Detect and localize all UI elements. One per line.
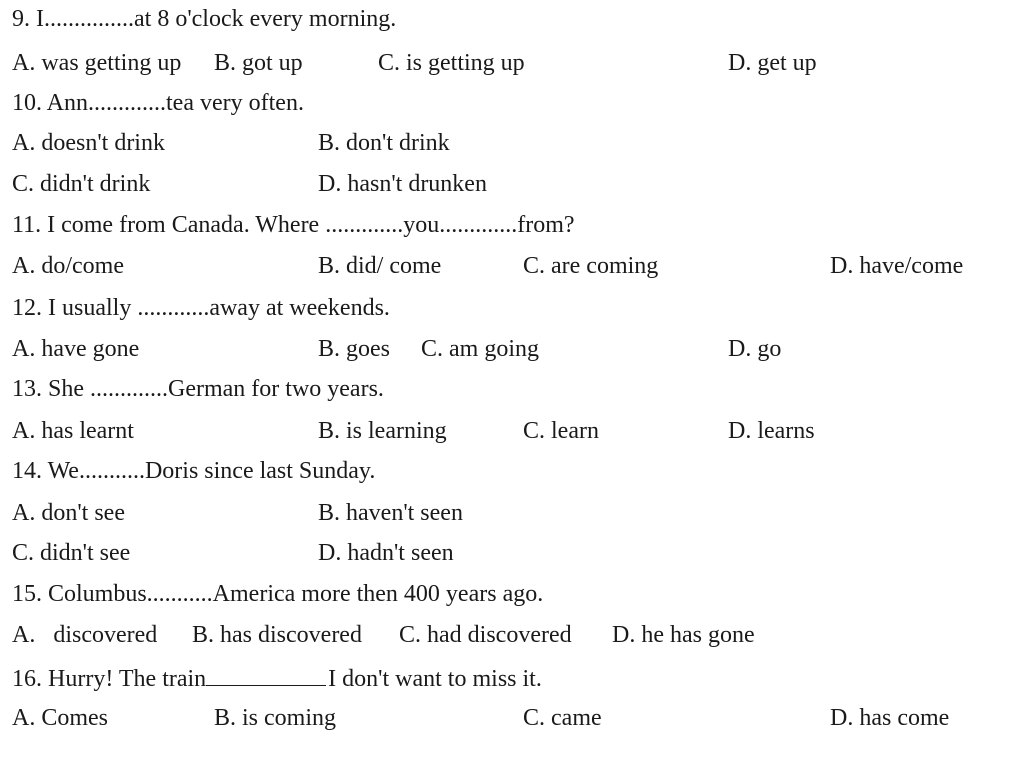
question-14-option-d[interactable]: D. hadn't seen bbox=[318, 540, 454, 566]
question-12-option-d[interactable]: D. go bbox=[728, 336, 782, 362]
question-10-option-a[interactable]: A. doesn't drink bbox=[12, 130, 165, 156]
question-11-option-a[interactable]: A. do/come bbox=[12, 253, 124, 279]
question-11-stem: 11. I come from Canada. Where .............you.............from? bbox=[12, 212, 575, 238]
question-16-stem-start: 16. Hurry! The train bbox=[12, 666, 207, 692]
question-12-option-b[interactable]: B. goes bbox=[318, 336, 390, 362]
question-16-option-d[interactable]: D. has come bbox=[830, 705, 950, 731]
question-14-stem: 14. We...........Doris since last Sunday. bbox=[12, 458, 376, 484]
question-16-stem bbox=[12, 663, 542, 693]
question-10-option-d[interactable]: D. hasn't drunken bbox=[318, 171, 487, 197]
question-12-stem: 12. I usually ............away at weekends. bbox=[12, 295, 390, 321]
question-13-option-d[interactable]: D. learns bbox=[728, 418, 815, 444]
question-16-option-a[interactable]: A. Comes bbox=[12, 705, 108, 731]
question-14-option-c[interactable]: C. didn't see bbox=[12, 540, 131, 566]
question-13-stem: 13. She .............German for two years. bbox=[12, 376, 384, 402]
question-11-option-b[interactable]: B. did/ come bbox=[318, 253, 442, 279]
question-14-option-b[interactable]: B. haven't seen bbox=[318, 500, 463, 526]
question-9-option-d[interactable]: D. get up bbox=[728, 50, 817, 76]
question-13-option-b[interactable]: B. is learning bbox=[318, 418, 447, 444]
question-9-option-a[interactable]: A. was getting up bbox=[12, 50, 182, 76]
question-15-option-d[interactable]: D. he has gone bbox=[612, 622, 755, 648]
question-14-option-a[interactable]: A. don't see bbox=[12, 500, 125, 526]
question-13-option-c[interactable]: C. learn bbox=[523, 418, 599, 444]
question-16-stem-end: I don't want to miss it. bbox=[328, 666, 542, 692]
question-9-option-b[interactable]: B. got up bbox=[214, 50, 303, 76]
question-12-option-c[interactable]: C. am going bbox=[421, 336, 539, 362]
question-9-stem: 9. I...............at 8 o'clock every morning. bbox=[12, 6, 397, 32]
question-13-option-a[interactable]: A. has learnt bbox=[12, 418, 134, 444]
question-16-option-c[interactable]: C. came bbox=[523, 705, 602, 731]
answer-blank[interactable] bbox=[206, 663, 326, 686]
question-15-option-c[interactable]: C. had discovered bbox=[399, 622, 572, 648]
question-15-stem: 15. Columbus...........America more then 400 years ago. bbox=[12, 581, 544, 607]
question-11-option-c[interactable]: C. are coming bbox=[523, 253, 659, 279]
question-9-option-c[interactable]: C. is getting up bbox=[378, 50, 525, 76]
question-10-stem: 10. Ann.............tea very often. bbox=[12, 90, 304, 116]
question-11-option-d[interactable]: D. have/come bbox=[830, 253, 964, 279]
question-15-option-b[interactable]: B. has discovered bbox=[192, 622, 362, 648]
question-16-option-b[interactable]: B. is coming bbox=[214, 705, 337, 731]
question-10-option-b[interactable]: B. don't drink bbox=[318, 130, 450, 156]
question-10-option-c[interactable]: C. didn't drink bbox=[12, 171, 151, 197]
question-12-option-a[interactable]: A. have gone bbox=[12, 336, 140, 362]
question-15-option-a[interactable]: A. discovered bbox=[12, 622, 158, 648]
